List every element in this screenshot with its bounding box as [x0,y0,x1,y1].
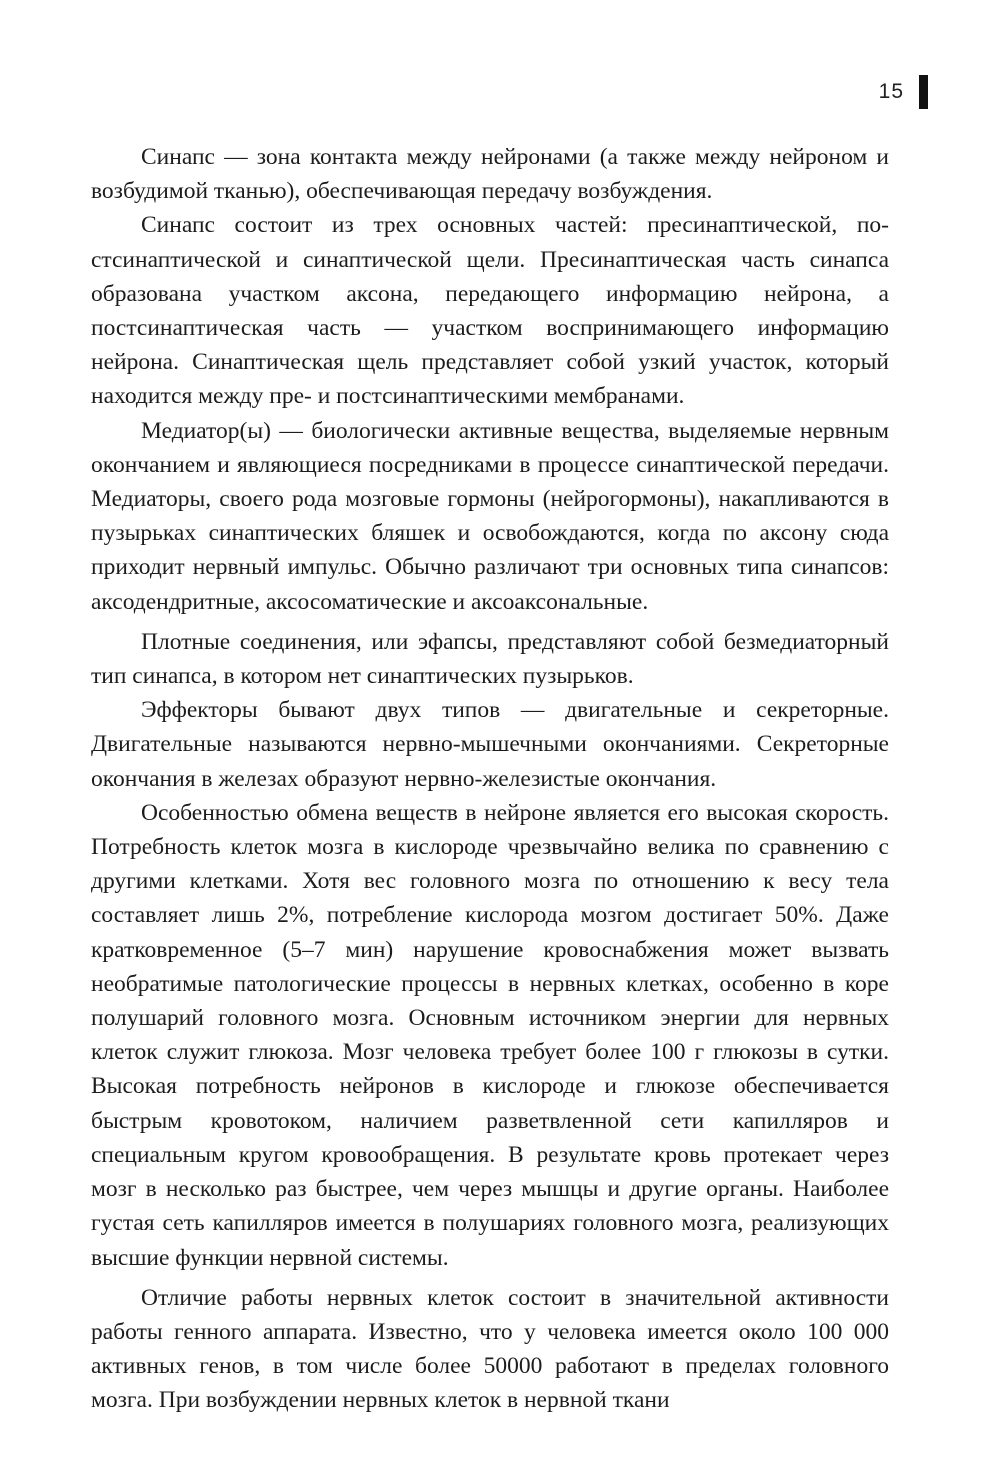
paragraph-synapse-parts: Синапс состоит из трех основных частей: пресинаптической, постсинаптической и синаптической щели. Пресинаптическая часть синапса образована участком аксона, передающего информацию нейрона, а постсинаптическая часть — участком воспринимающего информацию нейрона. Синаптическая щель представляет собой узкий участок, который находится между пре- и постсинаптическими мембранами. [91,212,889,410]
paragraph-metabolism: Особенностью обмена веществ в нейроне является его высокая скорость. Потребность клеток мозга в кислороде чрезвычайно велика по сравнению с другими клетками. Хотя вес головного мозга по отношению к весу тела составляет лишь 2%, потребление кислорода мозгом достигает 50%. Даже кратковременное (5–7 мин) нарушение кровоснабжения может вызвать необратимые патологические процессы в нервных клетках, особенно в коре полушарий головного мозга. Основным источником энергии для нервных клеток служит глюкоза. Мозг человека требует более 100 г глюкозы в сутки. Высокая потребность нейронов в кислороде и глюкозе обеспечивается быстрым кровотоком, наличием разветвленной сети капилляров и специальным кругом кровообращения. В результате кровь протекает через мозг в несколько раз быстрее, чем через мышцы и другие органы. Наиболее густая сеть капилляров имеется в полушариях головного мозга, реализующих высшие функции нервной системы. [91,799,889,1271]
page-marker-bar [919,75,928,109]
paragraph-gene-activity: Отличие работы нервных клеток состоит в значительной активности работы генного аппарата. Известно, что у человека имеется около 100 000 активных генов, в том числе более 50000 работают в пределах головного мозга. При возбуждении нервных клеток в нервной ткани [91,1284,889,1414]
paragraph-mediators: Медиатор(ы) — биологически активные вещества, выделяемые нервным окончанием и являющиеся посредниками в процессе синаптической передачи. Медиаторы, своего рода мозговые гормоны (нейрогормоны), накапливаются в пузырьках синаптических бляшек и освобождаются, когда по аксону сюда приходит нервный импульс. Обычно различают три основных типа синапсов: аксодендритные, аксосоматические и аксоаксональные. [91,417,889,615]
paragraph-ephapses: Плотные соединения, или эфапсы, представляют собой безмедиаторный тип синапса, в котором нет синаптических пузырьков. [91,628,889,690]
body-text [91,140,889,1418]
paragraph-effectors: Эффекторы бывают двух типов — двигательные и секреторные. Двигательные называются нервно-мышечными окончаниями. Секреторные окончания в железах образуют нервно-железистые окончания. [91,697,889,792]
paragraph-synapse-definition: Синапс — зона контакта между нейронами (а также между нейроном и возбудимой тканью), обеспечивающая передачу возбуждения. [91,144,889,205]
page-number: 15 [878,80,904,103]
